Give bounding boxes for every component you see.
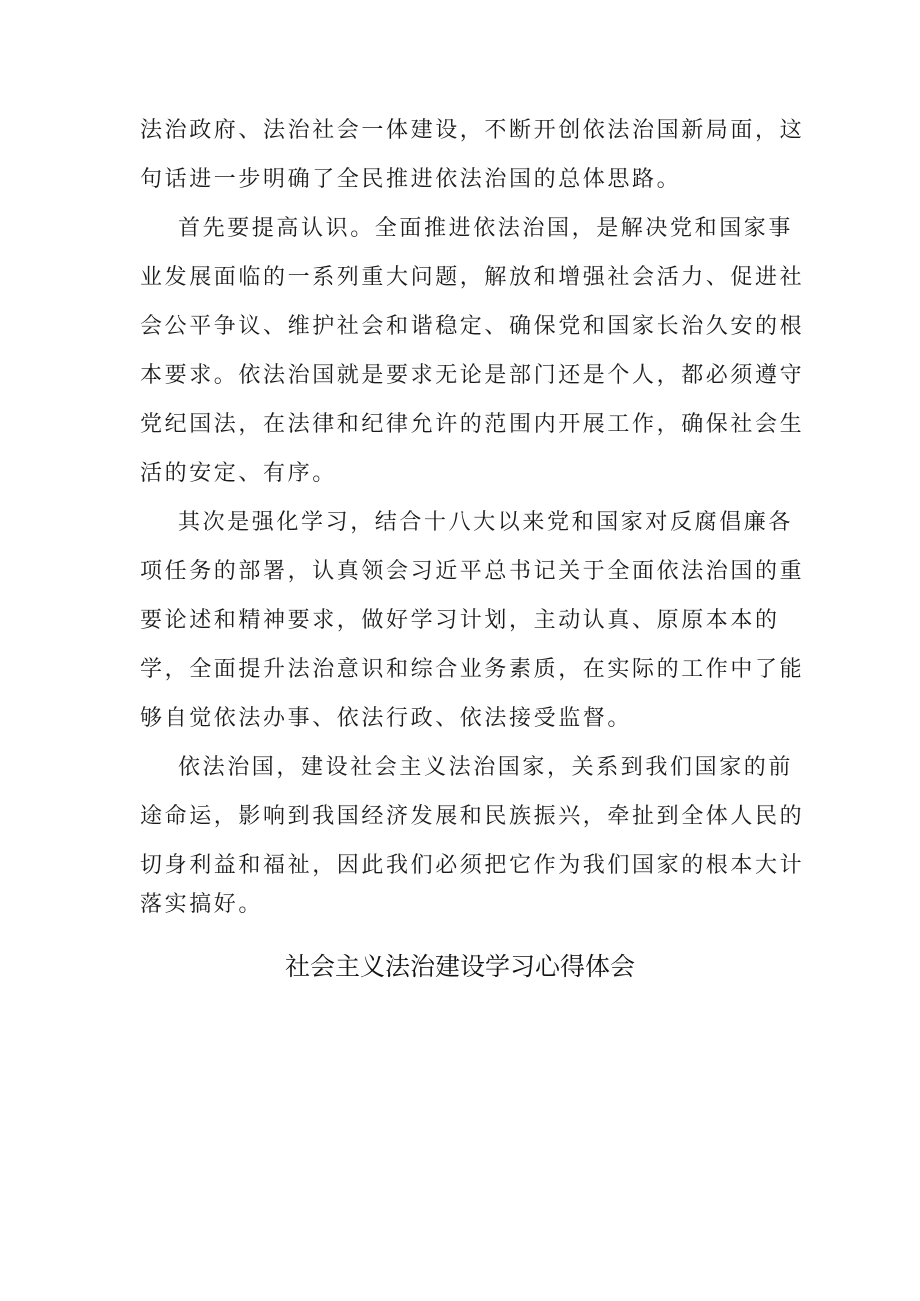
paragraph-4-line-1: 依法治国，建设社会主义法治国家，关系到我们国家的前 (178, 755, 794, 780)
paragraph-1-line-2: 句话进一步明确了全民推进依法治国的总体思路。 (140, 167, 682, 192)
paragraph-2-line-4: 本要求。依法治国就是要求无论是部门还是个人，都必须遵守 (140, 363, 805, 388)
paragraph-3-line-2: 项任务的部署，认真领会习近平总书记关于全面依法治国的重 (140, 559, 805, 584)
paragraph-4-line-2: 途命运，影响到我国经济发展和民族振兴，牵扯到全体人民的 (140, 804, 805, 829)
paragraph-2-line-3: 会公平争议、维护社会和谐稳定、确保党和国家长治久安的根 (140, 314, 805, 339)
paragraph-3-line-4: 学，全面提升法治意识和综合业务素质，在实际的工作中了能 (140, 657, 805, 682)
paragraph-2-line-5: 党纪国法，在法律和纪律允许的范围内开展工作，确保社会生 (140, 412, 805, 437)
next-article-title: 社会主义法治建设学习心得体会 (284, 952, 635, 981)
paragraph-1-line-1: 法治政府、法治社会一体建设，不断开创依法治国新局面，这 (140, 118, 805, 143)
paragraph-3-line-5: 够自觉依法办事、依法行政、依法接受监督。 (140, 706, 633, 731)
paragraph-2-line-6: 活的安定、有序。 (140, 461, 337, 486)
paragraph-4-line-3: 切身利益和福祉，因此我们必须把它作为我们国家的根本大计 (140, 853, 805, 878)
paragraph-2-line-1: 首先要提高认识。全面推进依法治国，是解决党和国家事 (178, 216, 794, 241)
paragraph-3-line-3: 要论述和精神要求，做好学习计划，主动认真、原原本本的 (140, 608, 780, 633)
paragraph-3-line-1: 其次是强化学习，结合十八大以来党和国家对反腐倡廉各 (178, 510, 794, 535)
paragraph-4-line-4: 落实搞好。 (140, 892, 264, 917)
paragraph-2-line-2: 业发展面临的一系列重大问题，解放和增强社会活力、促进社 (140, 265, 805, 290)
